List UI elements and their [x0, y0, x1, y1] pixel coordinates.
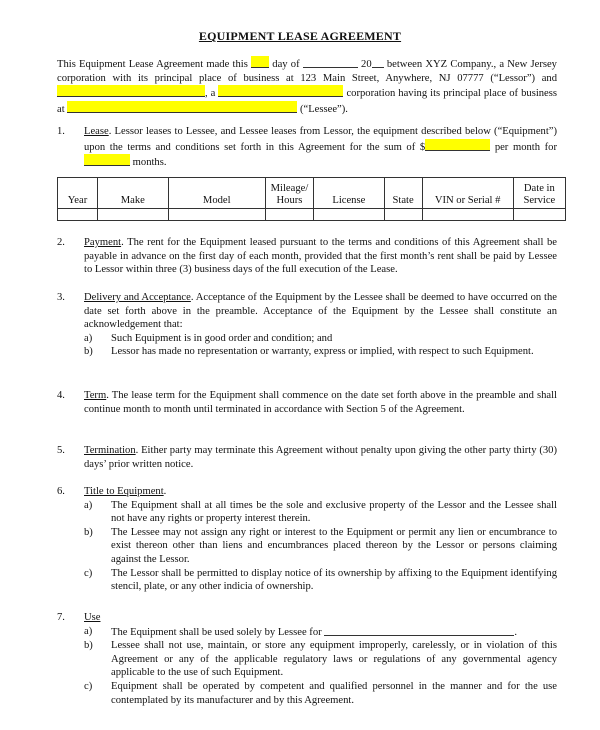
monthly-sum-field[interactable] — [425, 139, 490, 151]
lessee-address-field[interactable] — [67, 101, 297, 113]
lessee-name-field[interactable] — [57, 85, 205, 97]
list-item: b) Lessee shall not use, maintain, or store any equipment improperly, carelessly, or in violation of this Agreement or any of the applicable regulatory laws or regulations of any governmental agency applicable to the use of such Equipment. — [84, 640, 557, 679]
table-header: Mileage/ Hours — [265, 178, 313, 209]
section-lease: 1. Lease. Lessor leases to Lessee, and Lessee leases from Lessor, the equipment described below (“Equipment”) upon the terms and conditions set forth in this Agreement for the sum of $ per month for months. — [57, 126, 557, 169]
table-cell[interactable] — [58, 209, 98, 221]
table-header: Make — [97, 178, 168, 209]
list-item: c) The Lessor shall be permitted to display notice of its ownership by affixing to the Equipment identifying stencil, plate, or any other indicia of ownership. — [84, 567, 557, 593]
day-field[interactable] — [251, 56, 269, 68]
table-row — [58, 209, 566, 221]
use-purpose-field[interactable] — [324, 625, 514, 636]
section-termination: 5. Termination. Either party may terminate this Agreement without penalty upon giving the other party thirty (30) days’ prior written notice. — [57, 445, 557, 470]
month-field[interactable] — [303, 57, 358, 68]
list-item: c) Equipment shall be operated by competent and qualified personnel in the manner and for the use contemplated by its manufacturer and by this Agreement. — [84, 680, 557, 706]
table-cell[interactable] — [314, 209, 385, 221]
list-item: a) Such Equipment is in good order and condition; and — [84, 332, 333, 344]
table-cell[interactable] — [422, 209, 513, 221]
section-term: 4. Term. The lease term for the Equipment shall commence on the date set forth above in the preamble and shall continue month to month until terminated in accordance with Section 5 of the Agreement. — [57, 390, 557, 415]
table-header: Year — [58, 178, 98, 209]
list-item: b) Lessor has made no representation or warranty, express or implied, with respect to such Equipment. — [84, 346, 534, 358]
document-title: EQUIPMENT LEASE AGREEMENT — [198, 29, 402, 43]
months-field[interactable] — [84, 154, 130, 166]
table-cell[interactable] — [97, 209, 168, 221]
list-item: a) The Equipment shall be used solely by Lessee for . — [84, 625, 517, 638]
equipment-table — [57, 177, 566, 221]
table-cell[interactable] — [168, 209, 265, 221]
section-delivery: 3. Delivery and Acceptance. Acceptance of the Equipment by the Lessee shall be deemed to have occurred on the date set forth above in the preamble. Acceptance of the Equipment by the Lessee shall constitute an acknowledgement that: a) Such Equipment is in good order and condition; and b) Lessor has made no representation or warranty, express or implied, with respect to such Equipment. — [57, 292, 557, 358]
intro-paragraph: This Equipment Lease Agreement made this day of 20 between XYZ Company., a New Jersey corporation with its principal place of business at 123 Main Street, Anywhere, NJ 07777 (“Lessor”) and , a corporation having its principal place of business at (“Lessee”). — [57, 56, 557, 116]
table-header: License — [314, 178, 385, 209]
table-cell[interactable] — [384, 209, 422, 221]
lessee-state-field[interactable] — [218, 85, 343, 97]
list-item: b) The Lessee may not assign any right or interest to the Equipment or permit any lien or encumbrance to exist thereon other than liens and encumbrances placed thereon by the Lessor or persons claiming against the Lessor. — [84, 526, 557, 565]
section-use: 7. Use a) The Equipment shall be used solely by Lessee for . b) Lessee shall not use, maintain, or store any equipment improperly, carelessly, or in violation of this Agreement or any of the applicable regulatory laws or regulations of any governmental agency applicable to the use of such Equipment. c) Equipment shall be operated by competent and qualified personnel in the manner and for the use contemplated by its manufacturer and by this Agreement. — [57, 612, 557, 706]
table-cell[interactable] — [513, 209, 565, 221]
table-cell[interactable] — [265, 209, 313, 221]
table-header: Model — [168, 178, 265, 209]
section-payment: 2. Payment. The rent for the Equipment leased pursuant to the terms and conditions of this Agreement shall be payable in advance on the first day of each month, provided that the first month’s rent shall be paid by Lessee to Lessor within three (3) business days of the full execution of the Lease. — [57, 237, 557, 276]
year-field[interactable] — [372, 57, 384, 68]
section-title-to-equipment: 6. Title to Equipment. a) The Equipment shall at all times be the sole and exclusive property of the Lessor and the Lessee shall not have any rights or property interest therein. b) The Lessee may not assign any right or interest to the Equipment or permit any lien or encumbrance to exist thereon other than liens and encumbrances placed thereon by the Lessor or persons claiming against the Lessor. c) The Lessor shall be permitted to display notice of its ownership by affixing to the Equipment identifying stencil, plate, or any other indicia of ownership. — [57, 486, 557, 593]
table-header: State — [384, 178, 422, 209]
table-header: Date in Service — [513, 178, 565, 209]
table-header: VIN or Serial # — [422, 178, 513, 209]
list-item: a) The Equipment shall at all times be the sole and exclusive property of the Lessor and the Lessee shall not have any rights or property interest therein. — [84, 499, 557, 525]
